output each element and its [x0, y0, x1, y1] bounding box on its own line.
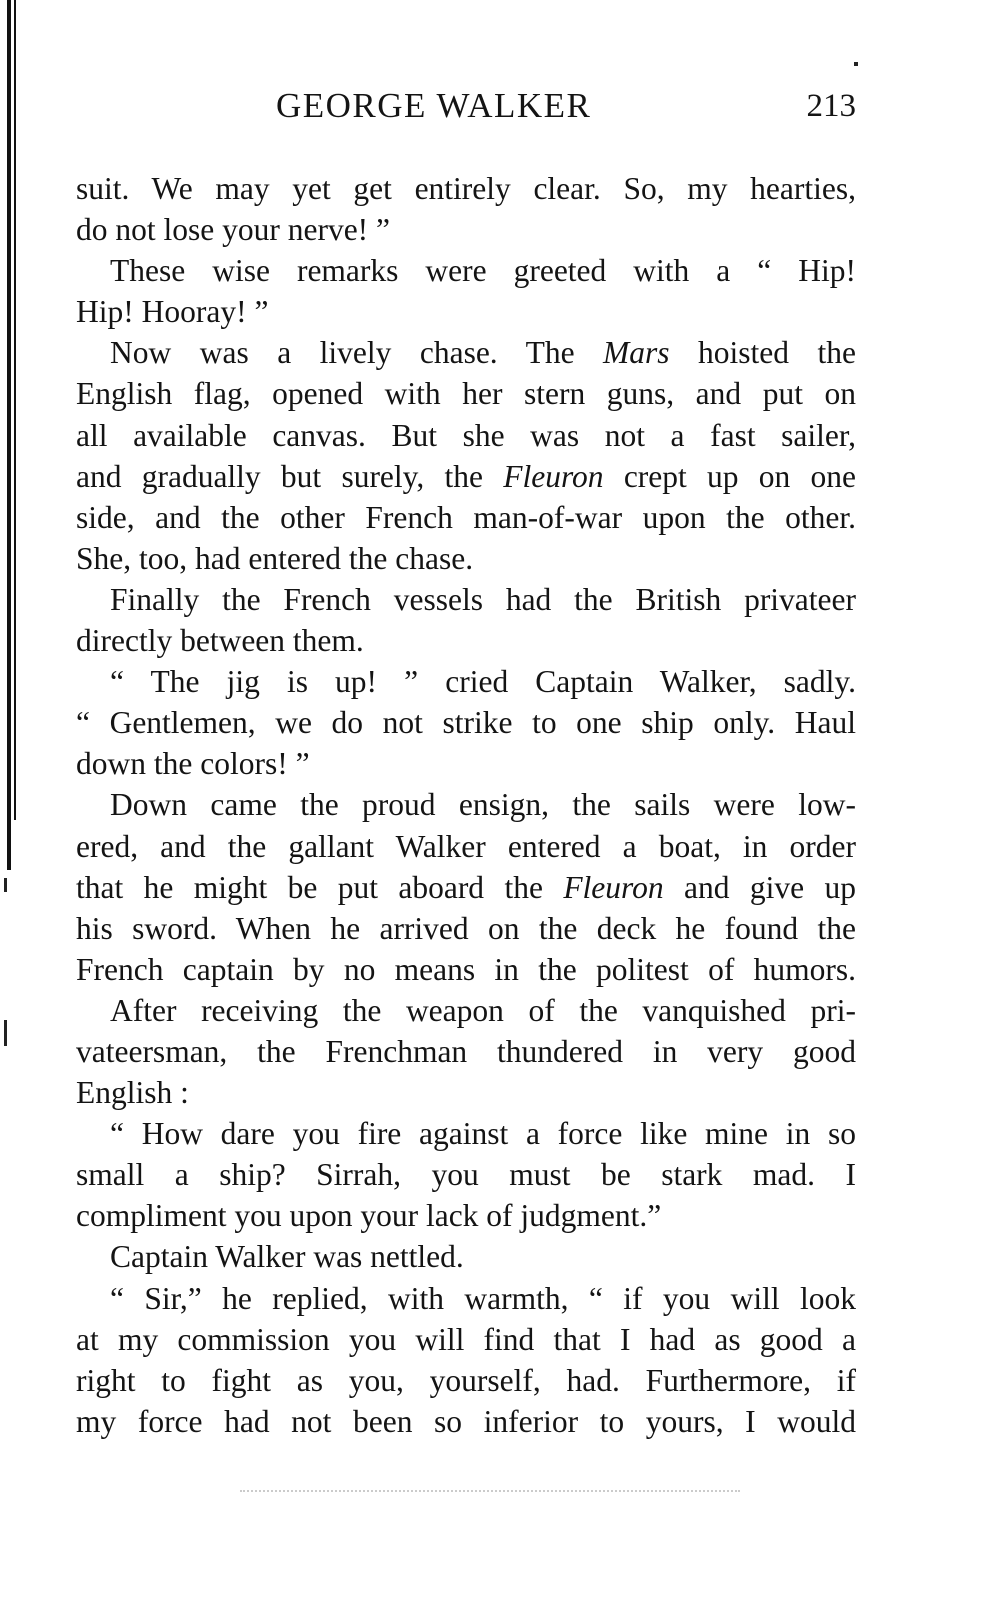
- text-line: my force had not been so inferior to yours, I would: [76, 1403, 856, 1439]
- text-line: “ How dare you fire against a force like mine in so: [110, 1116, 856, 1152]
- text-line: directly between them.: [76, 623, 364, 659]
- text-line: side, and the other French man-of-war upon the other.: [76, 499, 856, 535]
- running-title: GEORGE WALKER: [276, 86, 592, 125]
- text-line: English flag, opened with her stern guns, and put on: [76, 376, 856, 412]
- text-line: Now was a lively chase. The Mars hoisted the: [110, 335, 856, 371]
- text-line: English :: [76, 1075, 189, 1111]
- text-line: compliment you upon your lack of judgment.”: [76, 1198, 662, 1234]
- text-line: down the colors! ”: [76, 746, 310, 782]
- text-line: Finally the French vessels had the British privateer: [110, 581, 856, 617]
- body-text: [76, 168, 856, 1442]
- text-line: all available canvas. But she was not a fast sailer,: [76, 417, 856, 453]
- text-line: do not lose your nerve! ”: [76, 212, 391, 248]
- text-line: and gradually but surely, the Fleuron crept up on one: [76, 458, 856, 494]
- text-line: Captain Walker was nettled.: [110, 1239, 464, 1275]
- text-line: that he might be put aboard the Fleuron and give up: [76, 869, 856, 905]
- text-line: She, too, had entered the chase.: [76, 540, 474, 576]
- text-line: small a ship? Sirrah, you must be stark mad. I: [76, 1157, 856, 1193]
- text-line: “ Gentlemen, we do not strike to one ship only. Haul: [76, 705, 856, 741]
- text-line: his sword. When he arrived on the deck he found the: [76, 910, 856, 946]
- text-line: ered, and the gallant Walker entered a boat, in order: [76, 828, 856, 864]
- text-line: vateersman, the Frenchman thundered in very good: [76, 1033, 856, 1069]
- text-line: French captain by no means in the politest of humors.: [76, 951, 856, 987]
- faint-footer-marks: [240, 1490, 740, 1496]
- text-line: suit. We may yet get entirely clear. So, my hearties,: [76, 171, 856, 206]
- text-line: “ The jig is up! ” cried Captain Walker, sadly.: [110, 664, 856, 700]
- text-line: These wise remarks were greeted with a “ Hip!: [110, 253, 856, 289]
- text-line: right to fight as you, yourself, had. Furthermore, if: [76, 1362, 856, 1398]
- binding-tick-mark: [4, 878, 7, 892]
- binding-tick-mark: [4, 1020, 7, 1046]
- binding-edge-line: [7, 0, 11, 870]
- text-line: Down came the proud ensign, the sails were low-: [110, 787, 856, 823]
- text-line: “ Sir,” he replied, with warmth, “ if you will look: [110, 1280, 856, 1316]
- page-number: 213: [806, 88, 856, 124]
- text-line: Hip! Hooray! ”: [76, 294, 269, 330]
- text-line: After receiving the weapon of the vanquished pri-: [110, 992, 856, 1028]
- stray-print-mark: [854, 62, 858, 66]
- binding-edge-line-secondary: [14, 0, 16, 820]
- text-line: at my commission you will find that I had as good a: [76, 1321, 856, 1357]
- running-header: [76, 82, 856, 130]
